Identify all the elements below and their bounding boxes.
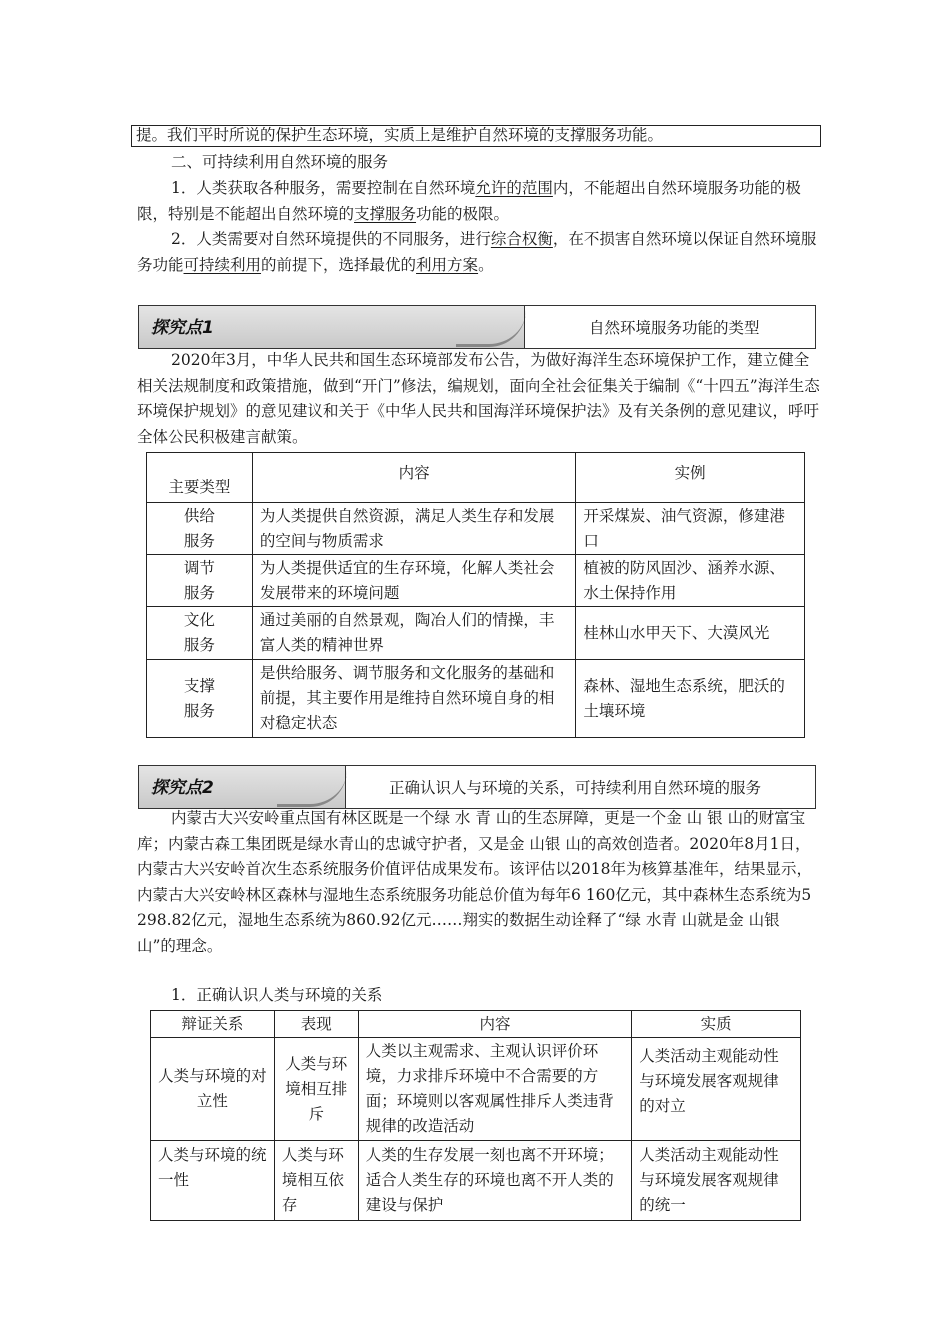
header-essence: 实质 (632, 1011, 801, 1038)
keyword-allowed-range: 允许的范围 (475, 179, 553, 197)
keyword-support-service: 支撑服务 (354, 204, 417, 223)
header-example: 实例 (576, 453, 805, 503)
header-type: 主要类型 (147, 453, 253, 503)
swoosh-decoration (456, 310, 526, 347)
content-cell: 是供给服务、调节服务和文化服务的基础和前提，其主要作用是维持自然环境自身的相对稳定状态 (252, 660, 575, 738)
content-cell: 人类以主观需求、主观认识评价环境，力求排斥环境中不合需要的方面；环境则以客观属性排斥人类违背规律的改造活动 (358, 1038, 632, 1141)
inquiry-point-tag (139, 766, 345, 808)
table-row (151, 1038, 801, 1141)
header-content: 内容 (252, 453, 575, 503)
service-types-table (146, 452, 805, 738)
relation-cell: 人类与环境的统一性 (151, 1141, 275, 1221)
inquiry-point-1-banner (138, 305, 816, 349)
swoosh-decoration (277, 770, 347, 807)
performance-cell: 人类与环境相互依存 (274, 1141, 358, 1221)
inquiry-point-title: 正确认识人与环境的关系，可持续利用自然环境的服务 (389, 779, 762, 797)
inquiry-point-tag (139, 306, 524, 348)
section-heading: 二、可持续利用自然环境的服务 (171, 153, 389, 171)
header-relation: 辩证关系 (151, 1011, 275, 1038)
table-row (147, 660, 805, 738)
table-header-row (147, 453, 805, 503)
keyword-sustainable: 可持续利用 (183, 255, 262, 274)
example-cell: 森林、湿地生态系统，肥沃的土壤环境 (576, 660, 805, 738)
content-cell: 为人类提供自然资源，满足人类生存和发展的空间与物质需求 (252, 503, 575, 555)
type-cell: 供给 服务 (147, 503, 253, 555)
continued-text: 提。我们平时所说的保护生态环境，实质上是维护自然环境的支撑服务功能。 (136, 126, 664, 144)
relation-table (150, 1010, 801, 1221)
type-cell: 文化 服务 (147, 607, 253, 660)
subheading-relation: 1．正确认识人类与环境的关系 (171, 986, 383, 1004)
content-cell: 为人类提供适宜的生存环境，化解人类社会发展带来的环境问题 (252, 555, 575, 607)
content-cell: 人类的生存发展一刻也离不开环境；适合人类生存的环境也离不开人类的建设与保护 (358, 1141, 632, 1221)
table-row (151, 1141, 801, 1221)
header-performance: 表现 (274, 1011, 358, 1038)
paragraph-forest-region: 内蒙古大兴安岭重点国有林区既是一个绿 水 青 山的生态屏障，更是一个金 山 银 山的财富宝库；内蒙古森工集团既是绿水青山的忠诚守护者，又是金 山银 山的高效创造者。2020年8月1日，内蒙古大兴安岭首次生态系统服务价值评估成果发布。该评估以2018年为核算基准年，结果显示，内蒙古大兴安岭林区森林与湿地生态系统服务功能总价值为每年6 160亿元，其中森林生态系统为5 298.82亿元，湿地生态系统为860.92亿元……翔实的数据生动诠释了“绿 水青 山就是金 山银 山”的理念。 (137, 809, 812, 955)
performance-cell: 人类与环境相互排斥 (274, 1038, 358, 1141)
paragraph-balance: 2．人类需要对自然环境提供的不同服务，进行综合权衡，在不损害自然环境以保证自然环境服务功能可持续利用的前提下，选择最优的利用方案。 (137, 230, 817, 274)
example-cell: 开采煤炭、油气资源，修建港口 (576, 503, 805, 555)
inquiry-point-2-banner (138, 765, 816, 809)
keyword-balance: 综合权衡 (490, 230, 553, 248)
inquiry-point-label: 探究点2 (151, 778, 214, 798)
continued-text-box (131, 125, 821, 147)
relation-cell: 人类与环境的对立性 (151, 1038, 275, 1141)
essence-cell: 人类活动主观能动性与环境发展客观规律的统一 (632, 1141, 801, 1221)
keyword-plan: 利用方案 (416, 255, 479, 274)
table-row (147, 607, 805, 660)
table-row (147, 503, 805, 555)
essence-cell: 人类活动主观能动性与环境发展客观规律的对立 (632, 1038, 801, 1141)
example-cell: 桂林山水甲天下、大漠风光 (576, 607, 805, 660)
inquiry-point-title: 自然环境服务功能的类型 (589, 319, 760, 337)
type-cell: 支撑 服务 (147, 660, 253, 738)
type-cell: 调节 服务 (147, 555, 253, 607)
content-cell: 通过美丽的自然景观，陶冶人们的情操，丰富人类的精神世界 (252, 607, 575, 660)
paragraph-limit: 1．人类获取各种服务，需要控制在自然环境允许的范围内，不能超出自然环境服务功能的极限，特别是不能超出自然环境的支撑服务功能的极限。 (137, 179, 801, 223)
header-content: 内容 (358, 1011, 632, 1038)
table-header-row (151, 1011, 801, 1038)
example-cell: 植被的防风固沙、涵养水源、水土保持作用 (576, 555, 805, 607)
table-row (147, 555, 805, 607)
paragraph-announcement: 2020年3月，中华人民共和国生态环境部发布公告，为做好海洋生态环境保护工作，建立健全相关法规制度和政策措施，做到“开门”修法，编规划，面向全社会征集关于编制《“十四五”海洋生态环境保护规划》的意见建议和关于《中华人民共和国海洋环境保护法》及有关条例的意见建议，呼吁全体公民积极建言献策。 (137, 351, 820, 446)
inquiry-point-label: 探究点1 (151, 318, 214, 338)
